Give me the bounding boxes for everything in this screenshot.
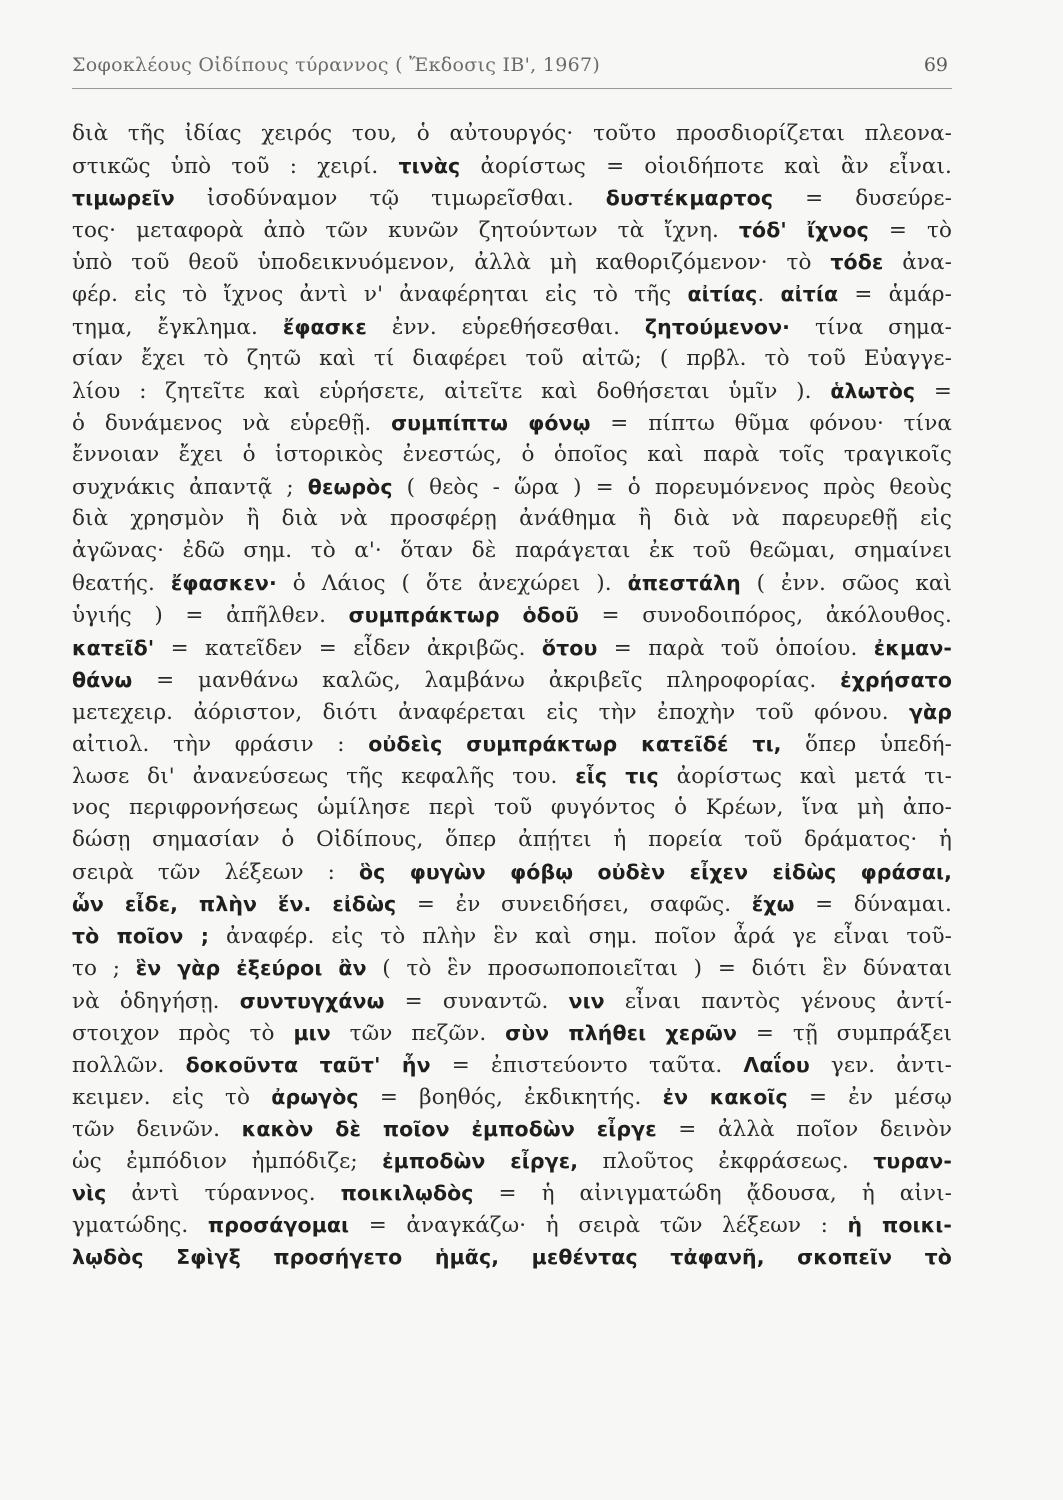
lemma-term: νὶς bbox=[72, 1181, 107, 1206]
gloss-text: ἰσοδύναμον τῷ τιμωρεῖσθαι. bbox=[174, 186, 606, 212]
gloss-text: = πίπτω θῦμα φόνου· τίνα bbox=[590, 410, 952, 436]
gloss-text: ὑγιής ) = ἀπῆλθεν. bbox=[72, 603, 349, 629]
gloss-text: = ἁμάρ- bbox=[838, 282, 952, 308]
lemma-term: ἐκμαν- bbox=[873, 635, 952, 660]
text-line bbox=[72, 246, 952, 278]
commentary-text bbox=[72, 118, 952, 1273]
lemma-term: τιμωρεῖν bbox=[72, 186, 175, 211]
lemma-term: τὸ ποῖον ; bbox=[72, 924, 209, 949]
gloss-text: ἀνα- bbox=[883, 250, 952, 276]
lemma-term: δυστέκμαρτος bbox=[605, 186, 774, 211]
gloss-text: ( θεὸς - ὥρα ) = ὁ πορευμόνενος πρὸς θεοὺς bbox=[392, 475, 952, 501]
gloss-text: ἀντὶ τύραννος. bbox=[106, 1181, 341, 1207]
lemma-term: συμπίπτω φόνῳ bbox=[391, 410, 591, 435]
gloss-text: εἶναι παντὸς γένους ἀντί- bbox=[604, 988, 952, 1014]
text-line bbox=[72, 311, 952, 343]
text-line bbox=[72, 214, 952, 246]
gloss-text: = συναντῶ. bbox=[384, 988, 569, 1014]
lemma-term: ἐχρήσατο bbox=[840, 667, 952, 692]
gloss-text: = παρὰ τοῦ ὁποίου. bbox=[597, 635, 874, 661]
gloss-text: ( ἐνν. σῶος καὶ bbox=[740, 571, 952, 597]
lemma-term: ἔχω bbox=[751, 892, 795, 917]
gloss-text: δώσῃ σημασίαν ὁ Οἰδίπους, ὅπερ ἀπῄτει ἡ πορεία τοῦ δράματος· ἡ bbox=[72, 827, 952, 853]
text-line bbox=[72, 985, 952, 1017]
gloss-text: ἀναφέρ. εἰς τὸ πλὴν ἓν καὶ σημ. ποῖον ἆρά γε εἶναι τοῦ- bbox=[209, 924, 952, 950]
gloss-text: κειμεν. εἰς τὸ bbox=[72, 1084, 272, 1110]
lemma-term: κατεῖδ' bbox=[72, 635, 155, 660]
gloss-text: = ἡ αἰνιγματώδη ᾄδουσα, ἡ αἰνι- bbox=[473, 1181, 952, 1207]
lemma-term: αἰτίας bbox=[687, 282, 758, 307]
gloss-text: ἀορίστως καὶ μετά τι- bbox=[658, 763, 952, 789]
gloss-text: τημα, ἔγκλημα. bbox=[72, 314, 283, 340]
gloss-text: ἐνν. εὑρεθήσεσθαι. bbox=[366, 314, 645, 340]
text-line bbox=[72, 503, 952, 535]
lemma-term: συμπράκτωρ ὁδοῦ bbox=[348, 603, 579, 628]
gloss-text: = ἐν μέσῳ bbox=[787, 1084, 952, 1110]
gloss-text: φέρ. εἰς τὸ ἴχνος ἀντὶ ν' ἀναφέρηται εἰς τὸ τῆς bbox=[72, 282, 688, 308]
lemma-term: μιν bbox=[293, 1020, 331, 1045]
text-line bbox=[72, 567, 952, 599]
gloss-text: πολλῶν. bbox=[72, 1052, 186, 1078]
gloss-text: = κατεῖδεν = εἶδεν ἀκριβῶς. bbox=[154, 635, 542, 661]
gloss-text: τος· μεταφορὰ ἀπὸ τῶν κυνῶν ζητούντων τὰ ἴχνη. bbox=[72, 218, 739, 244]
gloss-text: μετεχειρ. ἀόριστον, διότι ἀναφέρεται εἰς τὴν ἐποχὴν τοῦ φόνου. bbox=[72, 699, 909, 725]
lemma-term: τόδ' ἴχνος bbox=[738, 218, 869, 243]
text-line bbox=[72, 375, 952, 407]
gloss-text: = ἀλλὰ ποῖον δεινὸν bbox=[656, 1116, 952, 1142]
gloss-text: τίνα σημα- bbox=[790, 314, 952, 340]
gloss-text: θεατής. bbox=[72, 571, 171, 597]
gloss-text: πλοῦτος ἐκφράσεως. bbox=[578, 1149, 874, 1174]
text-line bbox=[72, 696, 952, 728]
gloss-text: νος περιφρονήσεως ὡμίλησε περὶ τοῦ φυγόντος ὁ Κρέων, ἵνα μὴ ἀπο- bbox=[72, 794, 952, 820]
lemma-term: ὃς φυγὼν φόβῳ οὐδὲν εἶχεν εἰδὼς φράσαι, bbox=[358, 860, 952, 885]
text-line bbox=[72, 471, 952, 503]
gloss-text: = τὸ bbox=[868, 218, 952, 244]
gloss-text: = ἐπιστεύοντο ταῦτα. bbox=[430, 1052, 744, 1078]
text-line bbox=[72, 792, 952, 824]
gloss-text: διὰ τῆς ἰδίας χειρός του, ὁ αὐτουργός· τοῦτο προσδιορίζεται πλεονα- bbox=[72, 121, 952, 146]
gloss-text: γματώδης. bbox=[72, 1213, 208, 1239]
text-line bbox=[72, 182, 952, 214]
gloss-text: ἀορίστως = οἱοιδήποτε καὶ ἂν εἶναι. bbox=[460, 154, 952, 180]
text-line bbox=[72, 728, 952, 760]
lemma-term: ποικιλῳδὸς bbox=[340, 1181, 474, 1206]
gloss-text: νὰ ὁδηγήσῃ. bbox=[72, 988, 240, 1014]
gloss-text: στικῶς ὑπὸ τοῦ : χειρί. bbox=[72, 154, 399, 180]
gloss-text: σίαν ἔχει τὸ ζητῶ καὶ τί διαφέρει τοῦ αἰτῶ; ( πρβλ. τὸ τοῦ Εὐαγγε- bbox=[72, 345, 952, 371]
gloss-text: = μανθάνω καλῶς, λαμβάνω ἀκριβεῖς πληροφορίας. bbox=[132, 667, 841, 693]
lemma-term: συντυγχάνω bbox=[239, 988, 385, 1013]
text-line bbox=[72, 664, 952, 696]
text-line bbox=[72, 1113, 952, 1145]
gloss-text: στοιχον πρὸς τὸ bbox=[72, 1020, 294, 1046]
gloss-text: τῶν πεζῶν. bbox=[330, 1020, 506, 1046]
lemma-term: τινὰς bbox=[398, 154, 461, 179]
lemma-term: ἐν κακοῖς bbox=[662, 1084, 788, 1109]
gloss-text: = δυσεύρε- bbox=[773, 186, 952, 212]
lemma-term: ἁλωτὸς bbox=[830, 378, 916, 403]
text-line bbox=[72, 118, 952, 150]
gloss-text: = bbox=[915, 378, 952, 404]
text-line bbox=[72, 1049, 952, 1081]
lemma-term: ζητούμενον· bbox=[644, 314, 791, 339]
text-line bbox=[72, 150, 952, 182]
text-line bbox=[72, 343, 952, 375]
text-line bbox=[72, 599, 952, 631]
text-line bbox=[72, 1241, 952, 1273]
gloss-text: συχνάκις ἀπαντᾷ ; bbox=[72, 475, 308, 501]
gloss-text: = ἐν συνειδήσει, σαφῶς. bbox=[396, 892, 752, 918]
text-line bbox=[72, 1177, 952, 1209]
gloss-text: ἔννοιαν ἔχει ὁ ἱστορικὸς ἐνεστώς, ὁ ὁποῖος καὶ παρὰ τοῖς τραγικοῖς bbox=[72, 441, 952, 467]
lemma-term: νιν bbox=[568, 988, 605, 1013]
text-line bbox=[72, 1081, 952, 1113]
text-line bbox=[72, 952, 952, 984]
lemma-term: θάνω bbox=[72, 667, 133, 692]
lemma-term: ἀπεστάλη bbox=[627, 571, 741, 596]
gloss-text: το ; bbox=[72, 956, 136, 982]
lemma-term: λῳδὸς Σφὶγξ προσήγετο ἡμᾶς, μεθέντας τἀφανῆ, σκοπεῖν τὸ bbox=[72, 1245, 952, 1270]
lemma-term: ἀρωγὸς bbox=[271, 1084, 359, 1109]
text-line bbox=[72, 632, 952, 664]
gloss-text: ὑπὸ τοῦ θεοῦ ὑποδεικνυόμενον, ἀλλὰ μὴ καθοριζόμενον· τὸ bbox=[72, 250, 831, 276]
gloss-text: αἰτιολ. τὴν φράσιν : bbox=[72, 731, 369, 757]
text-line bbox=[72, 439, 952, 471]
gloss-text: = τῇ συμπράξει bbox=[737, 1020, 952, 1046]
lemma-term: προσάγομαι bbox=[207, 1213, 350, 1238]
gloss-text: = βοηθός, ἐκδικητής. bbox=[358, 1084, 663, 1110]
gloss-text: . bbox=[757, 282, 781, 308]
gloss-text: ἀγῶνας· ἐδῶ σημ. τὸ α'· ὅταν δὲ παράγεται ἐκ τοῦ θεῶμαι, σημαίνει bbox=[72, 538, 952, 564]
gloss-text: ὡς ἐμπόδιον ἠμπόδιζε; bbox=[72, 1149, 383, 1174]
lemma-term: εἷς τις bbox=[575, 763, 659, 788]
lemma-term: δοκοῦντα ταῦτ' ἦν bbox=[185, 1052, 431, 1077]
text-line bbox=[72, 824, 952, 856]
gloss-text: ὁ Λάιος ( ὅτε ἀνεχώρει ). bbox=[276, 571, 628, 597]
lemma-term: ὧν εἶδε, πλὴν ἕν. εἰδὼς bbox=[72, 892, 397, 917]
text-line bbox=[72, 856, 952, 888]
text-line bbox=[72, 760, 952, 792]
lemma-term: ἔφασκε bbox=[282, 314, 367, 339]
gloss-text: ( τὸ ἓν προσωποποιεῖται ) = διότι ἓν δύναται bbox=[366, 956, 952, 982]
text-line bbox=[72, 278, 952, 310]
lemma-term: θεωρὸς bbox=[307, 475, 393, 500]
gloss-text: ὅπερ ὑπεδή- bbox=[781, 731, 952, 757]
text-line bbox=[72, 535, 952, 567]
lemma-term: ἡ ποικι- bbox=[847, 1213, 952, 1238]
running-header bbox=[72, 44, 952, 89]
text-line bbox=[72, 407, 952, 439]
gloss-text: σειρὰ τῶν λέξεων : bbox=[72, 860, 359, 886]
lemma-term: ὅτου bbox=[541, 635, 598, 660]
gloss-text: = δύναμαι. bbox=[794, 892, 952, 918]
text-line bbox=[72, 1145, 952, 1177]
lemma-term: ἓν γὰρ ἐξεύροι ἂν bbox=[135, 956, 367, 981]
lemma-term: γὰρ bbox=[908, 699, 952, 724]
running-title: Σοφοκλέους Οἰδίπους τύραννος ( Ἔκδοσις ΙΒ', 1967) bbox=[72, 54, 601, 76]
lemma-term: οὐδεὶς συμπράκτωρ κατεῖδέ τι, bbox=[368, 731, 782, 756]
gloss-text: λίου : ζητεῖτε καὶ εὑρήσετε, αἰτεῖτε καὶ δοθήσεται ὑμῖν ). bbox=[72, 378, 831, 404]
text-line bbox=[72, 1209, 952, 1241]
lemma-term: τυραν- bbox=[873, 1149, 952, 1173]
lemma-term: αἰτία bbox=[780, 282, 839, 307]
text-line bbox=[72, 1017, 952, 1049]
lemma-term: ἔφασκεν· bbox=[170, 571, 277, 596]
gloss-text: τῶν δεινῶν. bbox=[72, 1116, 242, 1142]
gloss-text: ὁ δυνάμενος νὰ εὑρεθῇ. bbox=[72, 410, 392, 436]
lemma-term: Λαΐου bbox=[743, 1052, 810, 1077]
text-line bbox=[72, 920, 952, 952]
text-line bbox=[72, 888, 952, 920]
lemma-term: τόδε bbox=[830, 250, 884, 275]
lemma-term: σὺν πλήθει χερῶν bbox=[505, 1020, 738, 1045]
gloss-text: διὰ χρησμὸν ἢ διὰ νὰ προσφέρῃ ἀνάθημα ἢ διὰ νὰ παρευρεθῇ εἰς bbox=[72, 506, 952, 532]
lemma-term: κακὸν δὲ ποῖον ἐμποδὼν εἶργε bbox=[241, 1116, 657, 1141]
gloss-text: γεν. ἀντι- bbox=[809, 1052, 952, 1078]
page-number: 69 bbox=[923, 54, 948, 76]
gloss-text: = ἀναγκάζω· ἡ σειρὰ τῶν λέξεων : bbox=[349, 1213, 848, 1239]
lemma-term: ἐμποδὼν εἶργε, bbox=[382, 1149, 579, 1173]
gloss-text: = συνοδοιπόρος, ἀκόλουθος. bbox=[578, 603, 952, 629]
gloss-text: λωσε δι' ἀνανεύσεως τῆς κεφαλῆς του. bbox=[72, 763, 576, 789]
